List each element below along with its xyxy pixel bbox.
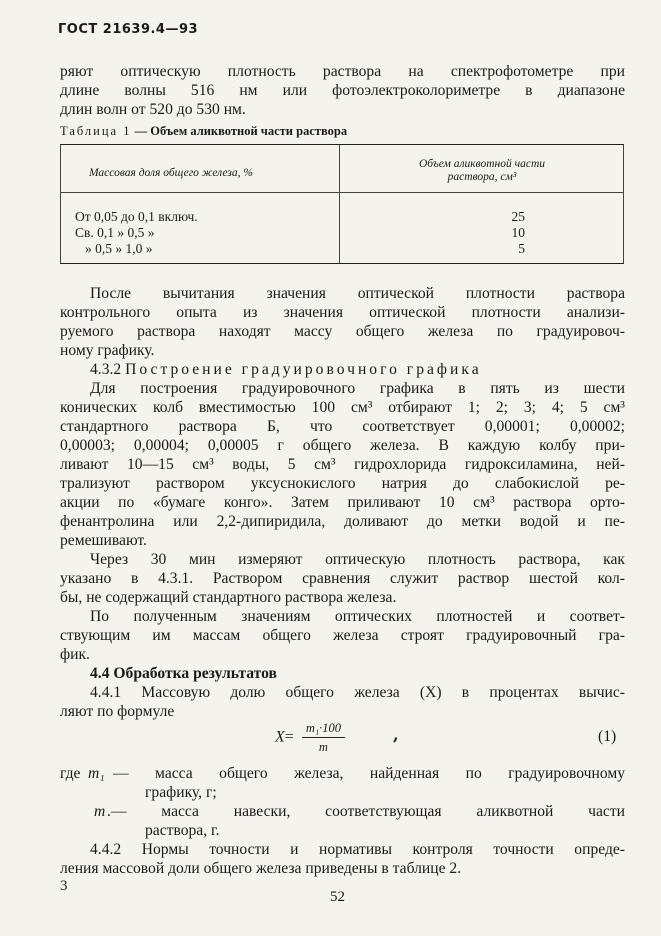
legend-where: где [60,765,81,782]
section-4-3-2-line-3: стандартного раствора Б, что соответствует 0,00001; 0,00002; [60,418,625,435]
table-1-col2-header-line1: Объем аликвотной части [418,158,546,170]
formula-fraction [302,721,345,755]
after-table-line-2: контрольного опыта из значения оптической плотности анализи- [60,304,625,321]
table-1-row-3-range: » 0,5 » 1,0 » [85,241,153,256]
para2-line-2: указано в 4.3.1. Раствором сравнения служит раствор шестой кол- [60,570,625,587]
formula-lhs: X [275,728,285,746]
table-1-caption [60,124,347,139]
para2-line-1: Через 30 мин измеряют оптическую плотность раствора, как [90,551,625,568]
page-number: 52 [330,889,345,905]
formula-numerator: m₁·100 [302,721,345,738]
intro-line-3: длин волн от 520 до 530 нм. [60,101,246,118]
section-4-4-1-line-1: 4.4.1 Массовую долю общего железа (X) в процентах вычис- [90,684,625,701]
legend-m1-text: — масса общего железа, найденная по градуировочному [113,765,625,782]
formula-denominator: m [318,740,328,754]
section-4-3-2-line-2: конических колб вместимостью 100 см³ отбирают 1; 2; 3; 4; 5 см³ [60,399,625,416]
table-1-title: — Объем аликвотной части раствора [131,124,348,138]
formula-equals: = [284,728,294,746]
formula-1 [275,721,345,755]
after-table-line-3: руемого раствора находят массу общего железа по градуировоч- [60,323,625,340]
section-4-4-1-line-2: ляют по формуле [60,703,175,720]
section-4-3-2-title: Построение градуировочного графика [125,361,482,378]
legend-m-text: .— масса навески, соответствующая аликвотной части [107,803,625,820]
table-1 [60,144,624,264]
formula-number: (1) [598,728,617,745]
legend-m-text-2: раствора, г. [145,822,220,839]
after-table-line-4: ному графику. [60,342,155,359]
section-4-3-2-line-1: Для построения градуировочного графика в пять из шести [90,380,625,397]
section-4-3-2-number: 4.3.2 [90,361,122,378]
table-1-row-1-range: От 0,05 до 0,1 включ. [75,209,198,224]
para2-line-3: бы, не содержащий стандартного раствора железа. [60,589,397,606]
para3-line-1: По полученным значениям оптических плотностей и соответ- [90,608,625,625]
table-1-col1-header: Массовая доля общего железа, % [89,167,253,179]
table-1-row-2-volume: 10 [511,225,525,240]
table-1-col2-header [341,158,623,184]
section-4-4-2-line-2: ления массовой доли общего железа приведены в таблице 2. [60,860,462,877]
section-4-3-2-line-4: 0,00003; 0,00004; 0,00005 г общего железа. В каждую колбу при- [60,437,625,454]
table-1-col2-header-line2: раствора, см³ [447,171,517,183]
section-4-3-2-line-5: ливают 10—15 см³ воды, 5 см³ гидрохлорида гидроксиламина, ней- [60,456,625,473]
intro-line-2: длине волны 516 нм или фотоэлектроколориметре в диапазоне [60,82,625,99]
formula-comma: , [393,725,399,744]
section-4-3-2-line-9: ремешивают. [60,532,147,549]
section-4-3-2-line-7: акции по «бумаге конго». Затем приливают 10 см³ раствора орто- [60,494,625,511]
legend-m-symbol: m [94,803,106,820]
side-number: 3 [60,878,68,894]
table-1-row-3-volume: 5 [518,241,525,256]
section-4-4-2-line-1: 4.4.2 Нормы точности и нормативы контроля точности опреде- [90,841,625,858]
para3-line-3: фик. [60,646,90,663]
legend-m1-symbol: m₁ [88,765,105,782]
table-1-label: Таблица 1 [60,124,132,138]
section-4-3-2-heading [90,360,625,379]
legend-m1-text-2: графику, г; [145,784,217,801]
para3-line-2: ствующим им массам общего железа строят градуировочный гра- [60,627,625,644]
section-4-4-title: 4.4 Обработка результатов [90,665,277,682]
intro-line-1: ряют оптическую плотность раствора на спектрофотометре при [60,63,625,80]
section-4-3-2-line-8: фенантролина или 2,2-дипиридила, доливают до метки водой и пе- [60,513,625,530]
table-1-column-divider [339,145,340,263]
table-1-row-2-range: Св. 0,1 » 0,5 » [75,225,155,240]
table-1-header-divider [61,192,623,193]
document-code: ГОСТ 21639.4—93 [58,22,199,37]
section-4-3-2-line-6: трализуют раствором уксуснокислого натрия до слабокислой ре- [60,475,625,492]
table-1-row-1-volume: 25 [511,209,525,224]
after-table-line-1: После вычитания значения оптической плотности раствора [90,285,625,302]
